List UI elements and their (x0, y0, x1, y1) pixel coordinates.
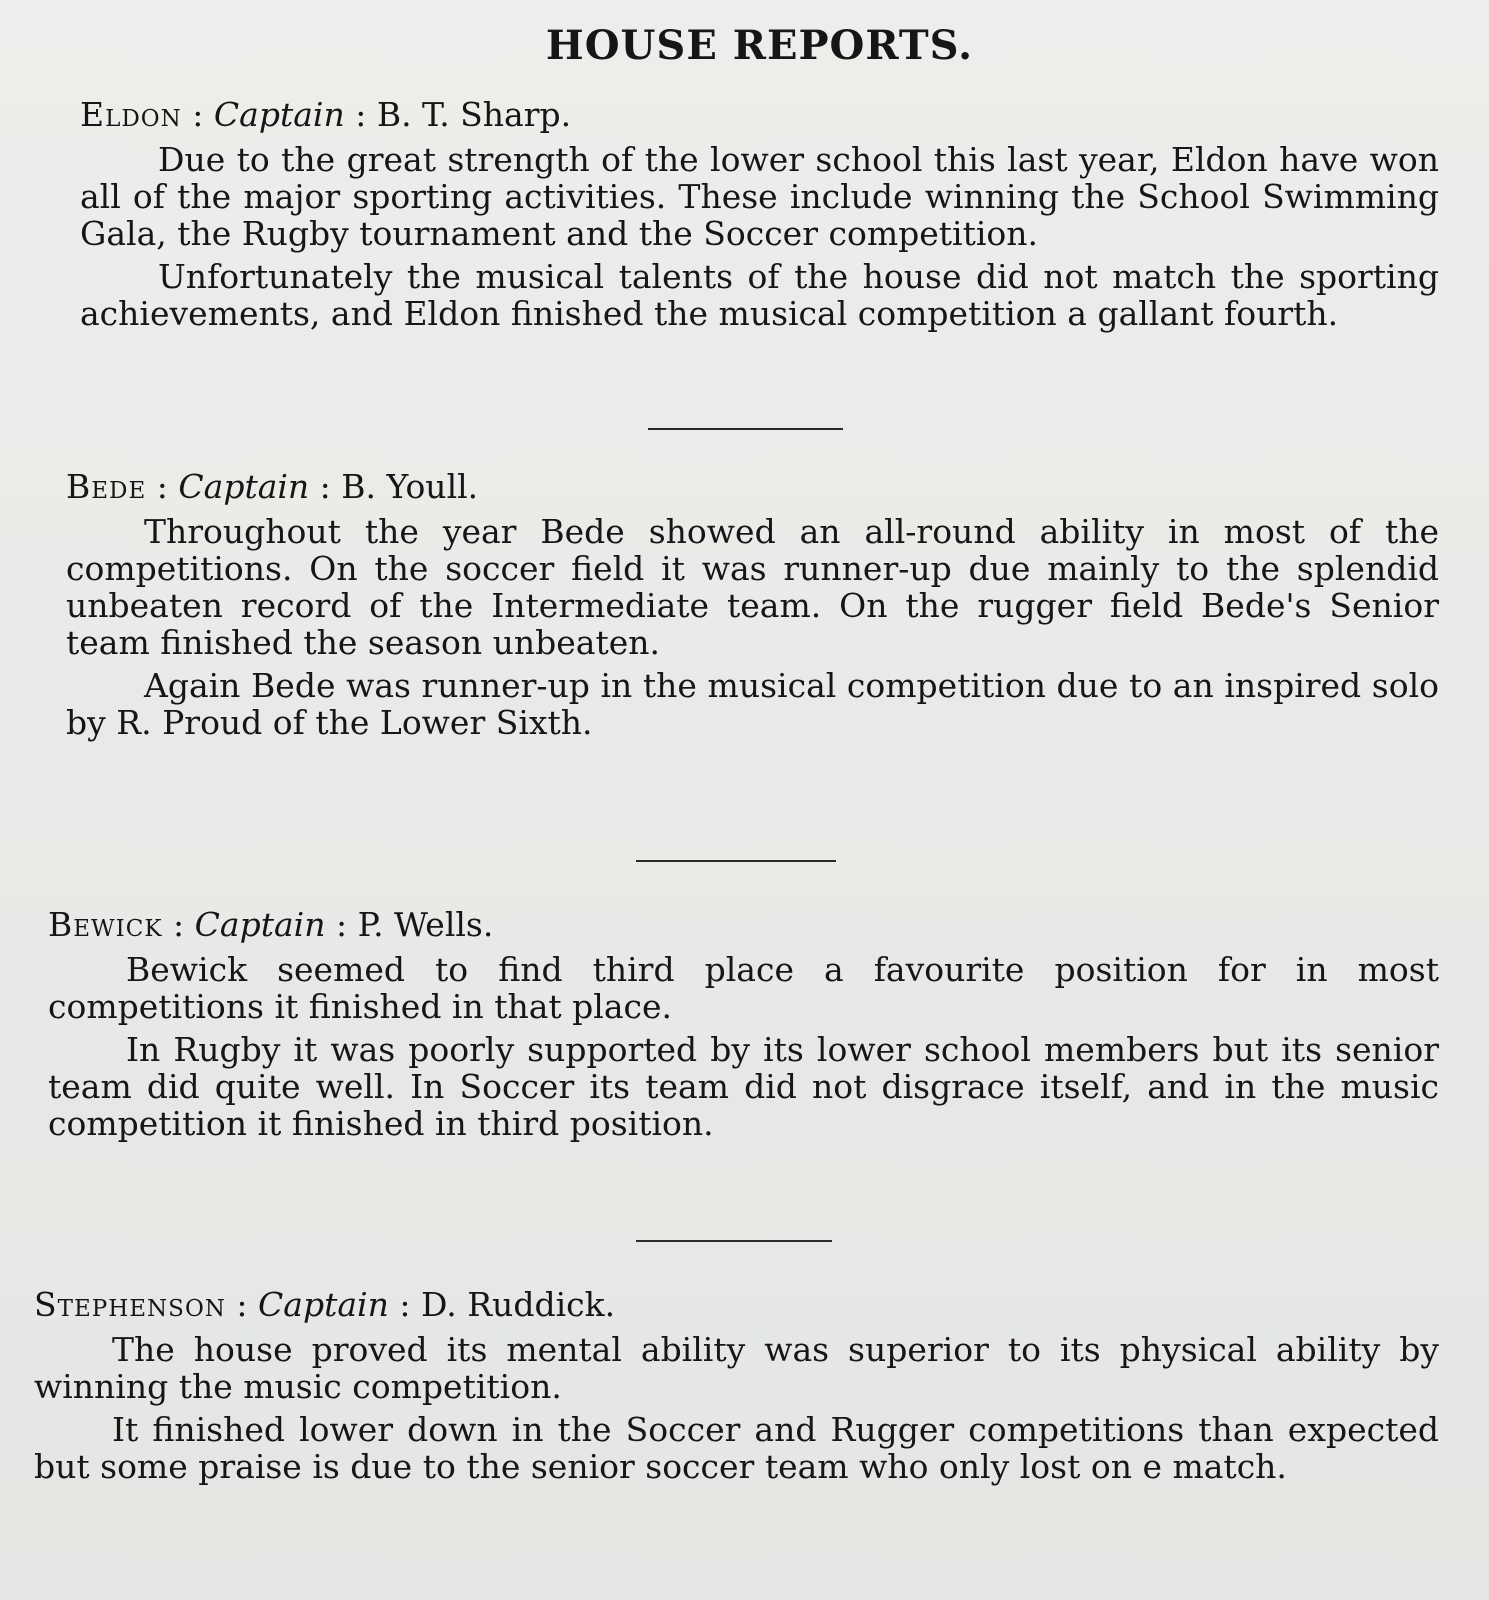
captain-name: D. Ruddick. (420, 1285, 616, 1324)
house-name: Stephenson (34, 1285, 226, 1324)
section-divider (648, 428, 843, 430)
house-report-bede (66, 468, 1439, 741)
house-heading: Stephenson : Captain : D. Ruddick. (34, 1285, 616, 1324)
report-paragraph: In Rugby it was poorly supported by its lower school members but its senior team did quite well. In Soccer its team did not disgrace itself, and in the music competition it finished in third position. (48, 1030, 1439, 1143)
report-paragraph: The house proved its mental ability was superior to its physical ability by winning the music competition. (34, 1330, 1439, 1406)
report-paragraph: Bewick seemed to find third place a favourite position for in most competitions it finished in that place. (48, 950, 1439, 1026)
captain-name: P. Wells. (357, 905, 494, 944)
house-report-eldon (80, 96, 1439, 332)
report-paragraph: Throughout the year Bede showed an all-round ability in most of the competitions. On the soccer field it was runner-up due mainly to the splendid unbeaten record of the Intermediate team. On the rugger field Bede's Senior team finished the season unbeaten. (66, 512, 1439, 662)
house-name: Bede (66, 467, 147, 506)
report-paragraph: Again Bede was runner-up in the musical competition due to an inspired solo by R. Proud of the Lower Sixth. (66, 666, 1439, 742)
page-title: HOUSE REPORTS. (545, 22, 974, 69)
house-name: Eldon (80, 95, 182, 134)
house-report-stephenson (34, 1286, 1439, 1485)
house-report-bewick (48, 906, 1439, 1142)
house-name: Bewick (48, 905, 163, 944)
captain-label: Captain (213, 95, 345, 134)
report-paragraph: It finished lower down in the Soccer and Rugger competitions than expected but some praise is due to the senior soccer team who only lost on e match. (34, 1410, 1439, 1486)
report-paragraph: Unfortunately the musical talents of the house did not match the sporting achievements, and Eldon finished the musical competition a gallant fourth. (80, 257, 1439, 333)
captain-name: B. T. Sharp. (376, 95, 572, 134)
section-divider (636, 1240, 832, 1242)
captain-label: Captain (194, 905, 326, 944)
house-heading: Eldon : Captain : B. T. Sharp. (80, 95, 572, 134)
captain-label: Captain (178, 467, 310, 506)
captain-label: Captain (258, 1285, 389, 1324)
house-heading: Bewick : Captain : P. Wells. (48, 905, 494, 944)
house-heading: Bede : Captain : B. Youll. (66, 467, 479, 506)
captain-name: B. Youll. (341, 467, 479, 506)
report-paragraph: Due to the great strength of the lower school this last year, Eldon have won all of the major sporting activities. These include winning the School Swimming Gala, the Rugby tournament and the Soccer competition. (80, 140, 1439, 253)
section-divider (636, 860, 836, 862)
